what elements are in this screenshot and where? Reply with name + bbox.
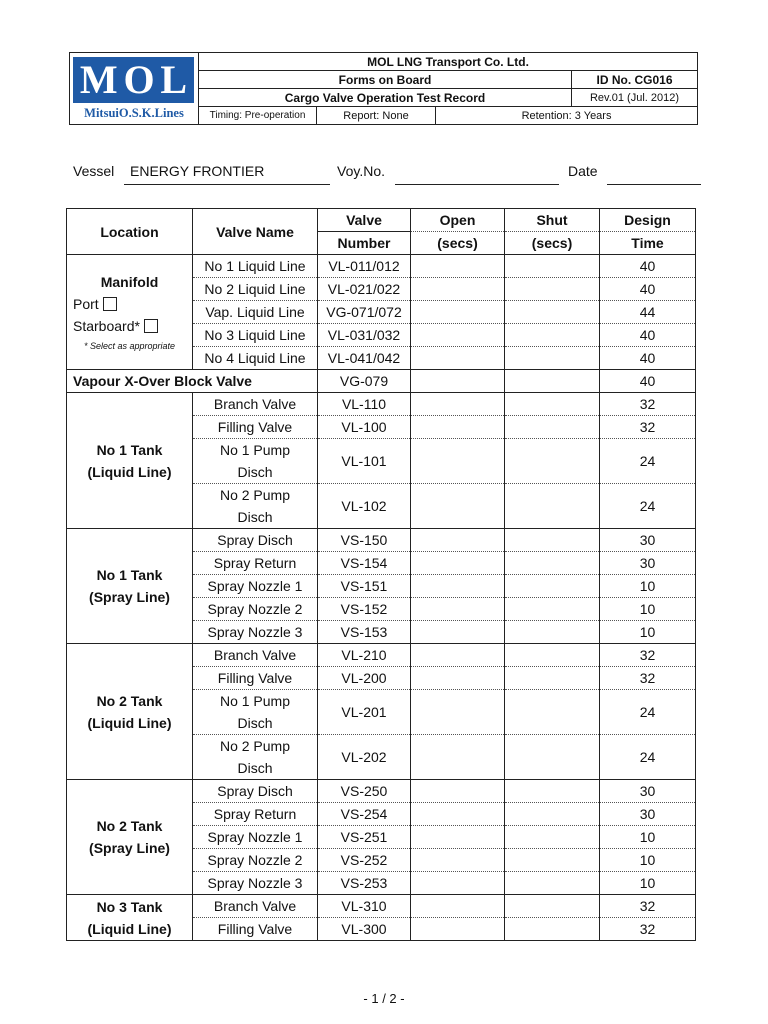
valve-name: No 1 Pump Disch (193, 690, 318, 735)
shut-secs-cell[interactable] (505, 301, 600, 324)
company-name: MOL LNG Transport Co. Ltd. (199, 53, 698, 71)
tank1-spray-location: No 1 Tank (Spray Line) (67, 529, 193, 644)
design-time: 24 (600, 690, 696, 735)
valve-name: No 1 Liquid Line (193, 255, 318, 278)
shut-secs-cell[interactable] (505, 484, 600, 529)
valve-name: No 2 Liquid Line (193, 278, 318, 301)
vessel-underline (124, 184, 330, 185)
voy-underline (395, 184, 559, 185)
shut-secs-cell[interactable] (505, 780, 600, 803)
open-secs-cell[interactable] (411, 918, 505, 941)
design-time: 24 (600, 735, 696, 780)
design-time: 10 (600, 872, 696, 895)
open-secs-cell[interactable] (411, 872, 505, 895)
valve-number: VL-011/012 (318, 255, 411, 278)
col-valve-number-top: Valve (318, 209, 411, 232)
valve-name: Spray Return (193, 552, 318, 575)
valve-name: Spray Disch (193, 780, 318, 803)
valve-name: No 4 Liquid Line (193, 347, 318, 370)
open-secs-cell[interactable] (411, 370, 505, 393)
valve-name: Spray Nozzle 2 (193, 849, 318, 872)
design-time: 10 (600, 849, 696, 872)
tank3-liquid-location: No 3 Tank (Liquid Line) (67, 895, 193, 941)
shut-secs-cell[interactable] (505, 895, 600, 918)
col-design-bottom: Time (600, 232, 696, 255)
port-checkbox[interactable] (103, 297, 117, 311)
shut-secs-cell[interactable] (505, 278, 600, 301)
open-secs-cell[interactable] (411, 735, 505, 780)
shut-secs-cell[interactable] (505, 735, 600, 780)
shut-secs-cell[interactable] (505, 826, 600, 849)
shut-secs-cell[interactable] (505, 439, 600, 484)
valve-name: Spray Nozzle 1 (193, 826, 318, 849)
shut-secs-cell[interactable] (505, 918, 600, 941)
col-open-top: Open (411, 209, 505, 232)
timing: Timing: Pre-operation (199, 107, 317, 125)
valve-name: Branch Valve (193, 644, 318, 667)
valve-number: VS-251 (318, 826, 411, 849)
valve-number: VS-253 (318, 872, 411, 895)
manifold-title: Manifold (100, 274, 159, 290)
open-secs-cell[interactable] (411, 393, 505, 416)
design-time: 10 (600, 575, 696, 598)
valve-number: VL-101 (318, 439, 411, 484)
open-secs-cell[interactable] (411, 529, 505, 552)
shut-secs-cell[interactable] (505, 621, 600, 644)
valve-number: VS-254 (318, 803, 411, 826)
col-open-bottom: (secs) (411, 232, 505, 255)
shut-secs-cell[interactable] (505, 803, 600, 826)
design-time: 32 (600, 644, 696, 667)
shut-secs-cell[interactable] (505, 644, 600, 667)
valve-number: VL-021/022 (318, 278, 411, 301)
retention: Retention: 3 Years (436, 107, 698, 125)
shut-secs-cell[interactable] (505, 324, 600, 347)
open-secs-cell[interactable] (411, 484, 505, 529)
date-label: Date (568, 163, 598, 179)
valve-number: VS-250 (318, 780, 411, 803)
voy-label: Voy.No. (337, 163, 385, 179)
open-secs-cell[interactable] (411, 301, 505, 324)
col-shut-bottom: (secs) (505, 232, 600, 255)
valve-name: Branch Valve (193, 393, 318, 416)
shut-secs-cell[interactable] (505, 575, 600, 598)
design-time: 24 (600, 484, 696, 529)
valve-name: No 2 Pump Disch (193, 484, 318, 529)
valve-name: Spray Nozzle 3 (193, 872, 318, 895)
valve-number: VS-152 (318, 598, 411, 621)
valve-number: VL-300 (318, 918, 411, 941)
valve-number: VG-071/072 (318, 301, 411, 324)
design-time: 30 (600, 780, 696, 803)
shut-secs-cell[interactable] (505, 690, 600, 735)
valve-name: Branch Valve (193, 895, 318, 918)
shut-secs-cell[interactable] (505, 347, 600, 370)
shut-secs-cell[interactable] (505, 416, 600, 439)
design-time: 40 (600, 347, 696, 370)
col-shut-top: Shut (505, 209, 600, 232)
form-id: ID No. CG016 (572, 71, 698, 89)
valve-name: No 3 Liquid Line (193, 324, 318, 347)
date-underline (607, 184, 701, 185)
col-valve-name: Valve Name (193, 209, 318, 255)
col-valve-number-bottom: Number (318, 232, 411, 255)
open-secs-cell[interactable] (411, 278, 505, 301)
valve-name: Filling Valve (193, 918, 318, 941)
select-note: * Select as appropriate (83, 341, 176, 351)
valve-number: VS-150 (318, 529, 411, 552)
design-time: 40 (600, 278, 696, 301)
shut-secs-cell[interactable] (505, 529, 600, 552)
valve-name: Spray Nozzle 2 (193, 598, 318, 621)
port-label: Port (73, 296, 99, 312)
vessel-value[interactable]: ENERGY FRONTIER (130, 163, 265, 179)
valve-name: No 1 Pump Disch (193, 439, 318, 484)
col-location: Location (67, 209, 193, 255)
valve-name: Spray Disch (193, 529, 318, 552)
valve-number: VL-310 (318, 895, 411, 918)
valve-test-table (66, 208, 696, 941)
design-time: 40 (600, 324, 696, 347)
open-secs-cell[interactable] (411, 552, 505, 575)
design-time: 10 (600, 826, 696, 849)
valve-number: VL-031/032 (318, 324, 411, 347)
open-secs-cell[interactable] (411, 324, 505, 347)
shut-secs-cell[interactable] (505, 872, 600, 895)
design-time: 40 (600, 255, 696, 278)
valve-number: VS-151 (318, 575, 411, 598)
shut-secs-cell[interactable] (505, 598, 600, 621)
design-time: 32 (600, 416, 696, 439)
valve-name: Vap. Liquid Line (193, 301, 318, 324)
valve-number: VS-252 (318, 849, 411, 872)
forms-label: Forms on Board (199, 71, 572, 89)
design-time: 40 (600, 370, 696, 393)
form-header (69, 52, 698, 125)
open-secs-cell[interactable] (411, 347, 505, 370)
valve-name: Spray Nozzle 3 (193, 621, 318, 644)
valve-name: Spray Nozzle 1 (193, 575, 318, 598)
open-secs-cell[interactable] (411, 690, 505, 735)
col-design-top: Design (600, 209, 696, 232)
valve-number: VL-041/042 (318, 347, 411, 370)
vessel-label: Vessel (73, 163, 115, 179)
tank2-liquid-location: No 2 Tank (Liquid Line) (67, 644, 193, 780)
mol-logo-icon: M O L (73, 57, 194, 103)
starboard-label: Starboard* (73, 318, 140, 334)
open-secs-cell[interactable] (411, 255, 505, 278)
open-secs-cell[interactable] (411, 826, 505, 849)
valve-number: VS-154 (318, 552, 411, 575)
design-time: 30 (600, 803, 696, 826)
tank2-spray-location: No 2 Tank (Spray Line) (67, 780, 193, 895)
shut-secs-cell[interactable] (505, 552, 600, 575)
design-time: 10 (600, 621, 696, 644)
revision: Rev.01 (Jul. 2012) (572, 89, 698, 107)
valve-name: Spray Return (193, 803, 318, 826)
valve-number: VL-202 (318, 735, 411, 780)
open-secs-cell[interactable] (411, 667, 505, 690)
open-secs-cell[interactable] (411, 439, 505, 484)
open-secs-cell[interactable] (411, 644, 505, 667)
open-secs-cell[interactable] (411, 598, 505, 621)
starboard-checkbox[interactable] (144, 319, 158, 333)
open-secs-cell[interactable] (411, 621, 505, 644)
valve-name: Filling Valve (193, 667, 318, 690)
design-time: 32 (600, 918, 696, 941)
valve-name: Filling Valve (193, 416, 318, 439)
valve-name: No 2 Pump Disch (193, 735, 318, 780)
open-secs-cell[interactable] (411, 803, 505, 826)
valve-number: VL-210 (318, 644, 411, 667)
form-title: Cargo Valve Operation Test Record (199, 89, 572, 107)
shut-secs-cell[interactable] (505, 667, 600, 690)
shut-secs-cell[interactable] (505, 849, 600, 872)
open-secs-cell[interactable] (411, 849, 505, 872)
valve-number: VL-102 (318, 484, 411, 529)
valve-number: VL-100 (318, 416, 411, 439)
tank1-liquid-location: No 1 Tank (Liquid Line) (67, 393, 193, 529)
open-secs-cell[interactable] (411, 895, 505, 918)
shut-secs-cell[interactable] (505, 255, 600, 278)
design-time: 10 (600, 598, 696, 621)
design-time: 32 (600, 667, 696, 690)
design-time: 32 (600, 895, 696, 918)
design-time: 30 (600, 552, 696, 575)
manifold-cell (67, 255, 193, 370)
valve-number: VS-153 (318, 621, 411, 644)
shut-secs-cell[interactable] (505, 393, 600, 416)
valve-number: VL-110 (318, 393, 411, 416)
open-secs-cell[interactable] (411, 780, 505, 803)
report: Report: None (317, 107, 436, 125)
logo-subtitle: MitsuiO.S.K.Lines (84, 106, 184, 120)
design-time: 24 (600, 439, 696, 484)
xover-label: Vapour X-Over Block Valve (67, 370, 318, 393)
design-time: 32 (600, 393, 696, 416)
page-number: - 1 / 2 - (363, 991, 405, 1006)
open-secs-cell[interactable] (411, 416, 505, 439)
design-time: 44 (600, 301, 696, 324)
shut-secs-cell[interactable] (505, 370, 600, 393)
company-logo (70, 53, 199, 125)
valve-number: VL-201 (318, 690, 411, 735)
open-secs-cell[interactable] (411, 575, 505, 598)
valve-number: VL-200 (318, 667, 411, 690)
valve-number: VG-079 (318, 370, 411, 393)
design-time: 30 (600, 529, 696, 552)
